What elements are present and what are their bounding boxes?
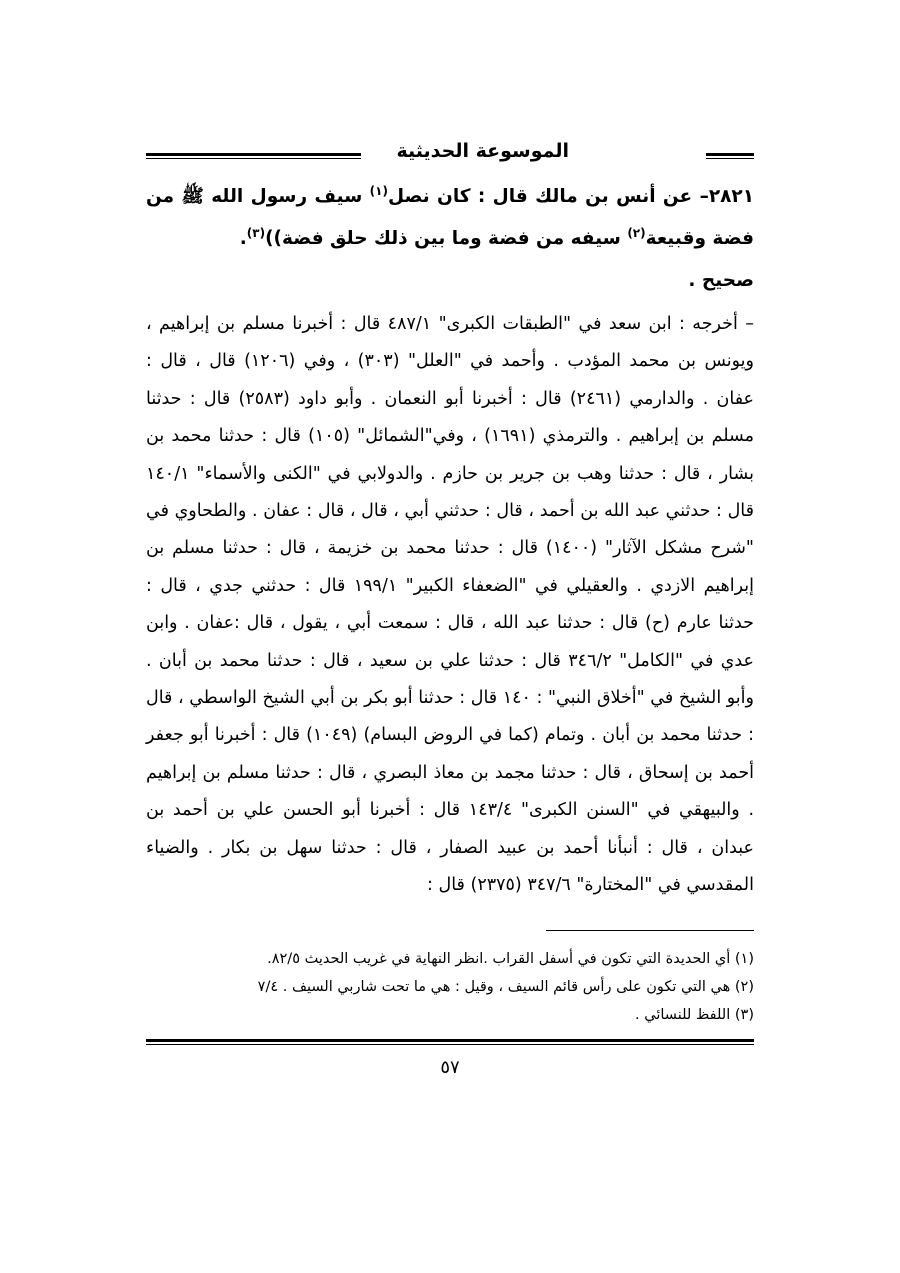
- hadith-grade: صحيح .: [688, 270, 754, 291]
- footnotes: [146, 945, 754, 1029]
- footnote-1: (١) أي الحديدة التي تكون في أسفل القراب .انظر النهاية في غريب الحديث ٨٢/٥.: [267, 950, 754, 967]
- footnote-separator: [546, 930, 754, 931]
- hadith-text-end: .: [239, 228, 247, 249]
- running-header: [146, 138, 754, 172]
- hadith-text: [146, 176, 754, 260]
- footnote-ref-3: (٣): [246, 225, 266, 240]
- bottom-rule: [146, 1039, 754, 1045]
- header-title: الموسوعة الحديثية: [387, 140, 580, 162]
- hadith-text-part-3: سيفه من فضة وما بين ذلك حلق فضة)): [265, 228, 628, 249]
- header-rule-left: [146, 153, 361, 159]
- takhrij-paragraph: – أخرجه : ابن سعد في "الطبقات الكبرى" ٤٨٧/١ قال : أخبرنا مسلم بن إبراهيم ، ويونس بن محمد المؤدب . وأحمد في "العلل" (٣٠٣) ، وفي (١٢٠٦) قال ، قال : عفان . والدارمي (٢٤٦١) قال : أخبرنا أبو النعمان . وأبو داود (٢٥٨٣) قال : حدثنا مسلم بن إبراهيم . والترمذي (١٦٩١) ، وفي"الشمائل" (١٠٥) قال : حدثنا محمد بن بشار ، قال : حدثنا وهب بن جرير بن حازم . والدولابي في "الكنى والأسماء" ١٤٠/١ قال : حدثني عبد الله بن أحمد ، قال : حدثني أبي ، قال ، قال : عفان . والطحاوي في "شرح مشكل الآثار" (١٤٠٠) قال : حدثنا محمد بن خزيمة ، قال : حدثنا مسلم بن إبراهيم الازدي . والعقيلي في "الضعفاء الكبير" ١٩٩/١ قال : حدثني جدي ، قال : حدثنا عارم (ح) قال : حدثنا عبد الله ، قال : سمعت أبي ، يقول ، قال :عفان . وابن عدي في "الكامل" ٣٤٦/٢ قال : حدثنا علي بن سعيد ، قال : حدثنا محمد بن أبان . وأبو الشيخ في "أخلاق النبي" : ١٤٠ قال : حدثنا أبو بكر بن أبي الشيخ الواسطي ، قال : حدثنا محمد بن أبان . وتمام (كما في الروض البسام) (١٠٤٩) قال : أخبرنا أبو جعفر أحمد بن إسحاق ، قال : حدثنا مجمد بن معاذ البصري ، قال : حدثنا مسلم بن إبراهيم . والبيهقي في "السنن الكبرى" ١٤٣/٤ قال : أخبرنا أبو الحسن علي بن أحمد بن عبدان ، قال : أنبأنا أحمد بن عبيد الصفار ، قال : حدثنا سهل بن بكار . والضياء المقدسي في "المختارة" ٣٤٧/٦ (٢٣٧٥) قال :: [146, 314, 755, 896]
- hadith-text-part-2: سيف رسول الله ﷺ من فضة وقبيعة: [146, 186, 754, 249]
- footnote-2: (٢) هي التي تكون على رأس قائم السيف ، وقيل : هي ما تحت شاربي السيف . ٧/٤: [257, 978, 754, 995]
- hadith-text-part-1: ٢٨٢١– عن أنس بن مالك قال : كان نصل: [387, 186, 754, 207]
- header-rule-right: [706, 153, 754, 159]
- footnote-ref-1: (١): [369, 183, 388, 198]
- footnote-ref-2: (٢): [627, 225, 646, 240]
- page-number: ٥٧: [440, 1056, 460, 1078]
- footnote-3: (٣) اللفظ للنسائي .: [635, 1006, 754, 1023]
- page-body: [146, 138, 754, 1078]
